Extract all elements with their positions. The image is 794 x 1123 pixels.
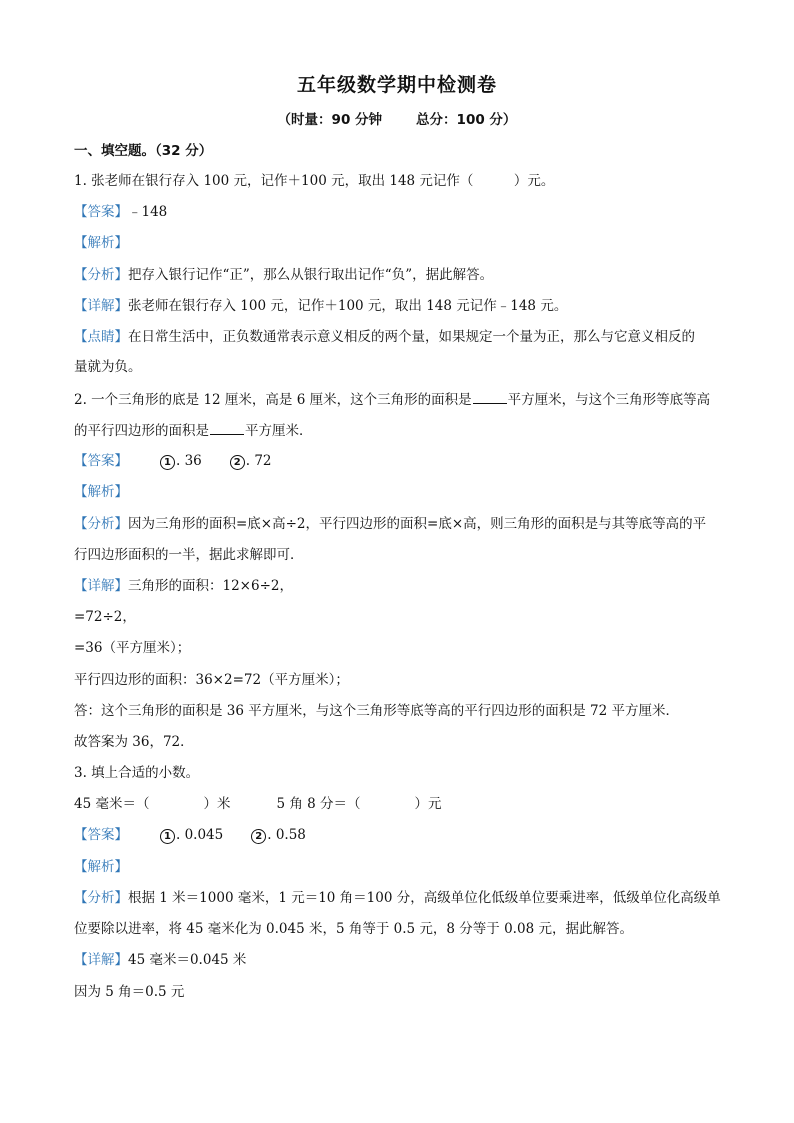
q2-text: 平方厘米，与这个三角形等底等高 bbox=[507, 392, 711, 408]
xiangjie-tag: 【详解】 bbox=[74, 952, 128, 968]
answer-value: . 72 bbox=[245, 453, 272, 469]
q2-xiangjie bbox=[74, 577, 293, 595]
q1-analysis-tag: 【解析】 bbox=[74, 235, 128, 251]
fenxi-text: 根据 1 米＝1000 毫米，1 元＝10 角＝100 分，高级单位化低级单位要乘进率，低级单位化高级单 bbox=[128, 890, 721, 906]
q2-answer bbox=[74, 452, 272, 470]
xiangjie-tag: 【详解】 bbox=[74, 298, 128, 314]
exam-total-score: 总分：100 分） bbox=[416, 112, 517, 128]
answer-tag: 【答案】 bbox=[74, 204, 128, 220]
q2-step: 平行四边形的面积：36×2=72（平方厘米）； bbox=[74, 672, 349, 688]
question-1: 1. 张老师在银行存入 100 元，记作＋100 元，取出 148 元记作（ ）元。 bbox=[74, 173, 555, 189]
q3-fenxi-cont: 位要除以进率，将 45 毫米化为 0.045 米，5 角等于 0.5 元，8 分等于 0.08 元，据此解答。 bbox=[74, 921, 633, 937]
q2-text: 的平行四边形的面积是 bbox=[74, 423, 209, 439]
q3-fill-items bbox=[74, 795, 442, 813]
q3-fenxi bbox=[74, 889, 721, 907]
question-2-line2 bbox=[74, 421, 313, 440]
dianjing-tag: 【点睛】 bbox=[74, 329, 128, 345]
circled-number-icon: 1 bbox=[160, 455, 175, 470]
xiangjie-text: 张老师在银行存入 100 元，记作＋100 元，取出 148 元记作﹣148 元。 bbox=[128, 298, 568, 314]
question-3: 3. 填上合适的小数。 bbox=[74, 765, 200, 781]
dianjing-text: 在日常生活中，正负数通常表示意义相反的两个量，如果规定一个量为正，那么与它意义相反的 bbox=[128, 329, 695, 345]
q3-xiangjie bbox=[74, 951, 246, 969]
q3-answer bbox=[74, 826, 306, 844]
fenxi-text: 因为三角形的面积=底×高÷2，平行四边形的面积=底×高，则三角形的面积是与其等底等高的平 bbox=[128, 516, 707, 532]
answer-value: . 0.045 bbox=[176, 827, 224, 843]
answer-value: . 0.58 bbox=[267, 827, 306, 843]
section-heading: 一、填空题。（32 分） bbox=[74, 143, 213, 159]
exam-time: （时量：90 分钟 bbox=[277, 112, 383, 128]
answer-tag: 【答案】 bbox=[74, 827, 128, 843]
q1-xiangjie bbox=[74, 297, 567, 315]
q3-step: 因为 5 角＝0.5 元 bbox=[74, 984, 185, 1000]
q1-answer bbox=[74, 203, 167, 221]
answer-value: ﹣148 bbox=[128, 204, 168, 220]
page-title: 五年级数学期中检测卷 bbox=[296, 74, 497, 96]
q2-text: 2. 一个三角形的底是 12 厘米，高是 6 厘米，这个三角形的面积是 bbox=[74, 392, 472, 408]
q2-step: =36（平方厘米）； bbox=[74, 640, 191, 656]
circled-number-icon: 1 bbox=[160, 829, 175, 844]
answer-blank bbox=[473, 390, 507, 404]
q3-fill-a: 45 毫米＝（ ）米 bbox=[74, 796, 231, 812]
exam-info bbox=[0, 108, 794, 128]
q1-fenxi bbox=[74, 266, 493, 284]
fenxi-tag: 【分析】 bbox=[74, 516, 128, 532]
circled-number-icon: 2 bbox=[251, 829, 266, 844]
q2-analysis-tag: 【解析】 bbox=[74, 484, 128, 500]
circled-number-icon: 2 bbox=[230, 455, 245, 470]
answer-value: . 36 bbox=[176, 453, 202, 469]
fenxi-tag: 【分析】 bbox=[74, 267, 128, 283]
question-2-line1 bbox=[74, 390, 710, 409]
q1-dianjing-cont: 量就为负。 bbox=[74, 359, 142, 375]
answer-tag: 【答案】 bbox=[74, 453, 128, 469]
q3-analysis-tag: 【解析】 bbox=[74, 859, 128, 875]
q2-final-answer: 故答案为 36，72． bbox=[74, 734, 194, 750]
fenxi-text: 把存入银行记作“正”，那么从银行取出记作“负”，据此解答。 bbox=[128, 267, 494, 283]
q2-text: 平方厘米． bbox=[245, 423, 313, 439]
answer-blank bbox=[210, 421, 244, 435]
q2-step: =72÷2， bbox=[74, 609, 136, 625]
q3-fill-b: 5 角 8 分＝（ ）元 bbox=[276, 796, 442, 812]
xiangjie-tag: 【详解】 bbox=[74, 578, 128, 594]
xiangjie-text: 三角形的面积：12×6÷2， bbox=[128, 578, 293, 594]
q2-fenxi bbox=[74, 515, 706, 533]
xiangjie-text: 45 毫米＝0.045 米 bbox=[128, 952, 247, 968]
q2-fenxi-cont: 行四边形面积的一半，据此求解即可． bbox=[74, 547, 304, 563]
q1-dianjing bbox=[74, 328, 695, 346]
fenxi-tag: 【分析】 bbox=[74, 890, 128, 906]
q2-conclusion: 答：这个三角形的面积是 36 平方厘米，与这个三角形等底等高的平行四边形的面积是 72 平方厘米． bbox=[74, 703, 680, 719]
